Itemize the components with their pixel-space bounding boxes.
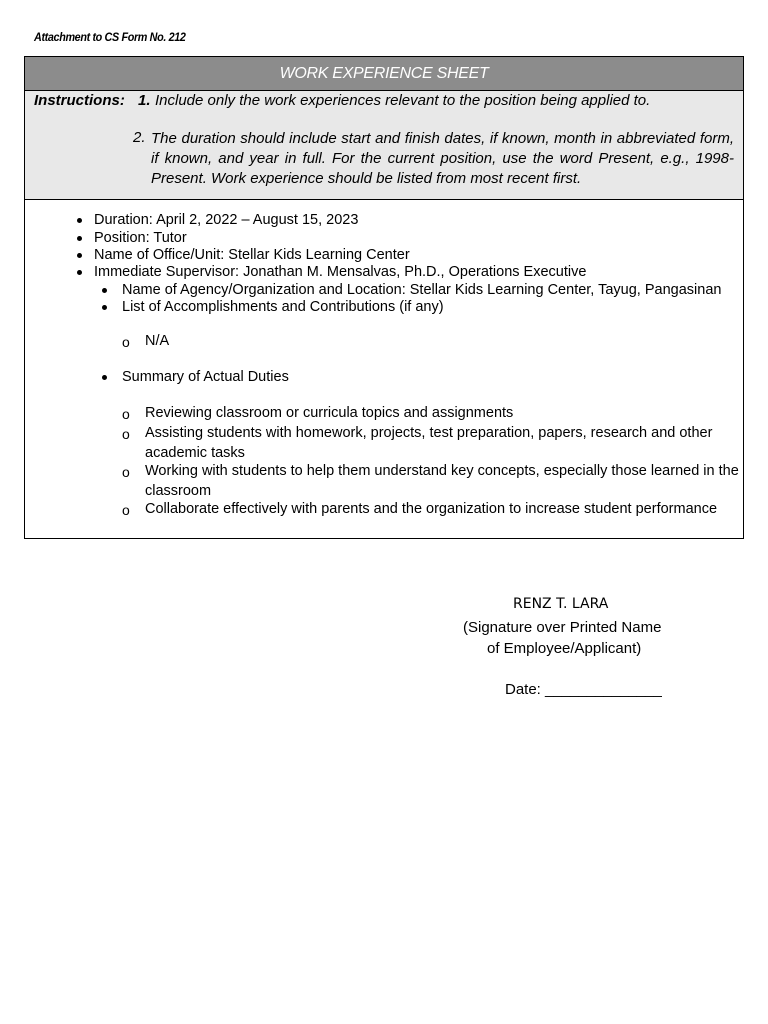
signature-caption-line1: (Signature over Printed Name	[463, 619, 662, 636]
duty-item: Assisting students with homework, projects, test preparation, papers, research and other	[145, 425, 713, 441]
bullet-icon	[77, 218, 82, 223]
instruction-1-text: Include only the work experiences relevant to the position being applied to.	[155, 92, 651, 109]
bullet-icon	[77, 270, 82, 275]
bullet-icon	[77, 236, 82, 241]
sub-bullet-icon: o	[122, 426, 130, 442]
duty-item-continued: classroom	[145, 483, 212, 499]
accomplishment-item: N/A	[145, 333, 170, 349]
agency-text: Name of Agency/Organization and Location: Stellar Kids Learning Center, Tayug, Pangasinan	[122, 282, 722, 298]
signatory-name: RENZ T. LARA	[513, 596, 609, 612]
instruction-2-text: The duration should include start and finish dates, if known, month in abbreviated form, if known, and year in full. For the current position, use the word Present, e.g., 1998-Present. Work experience should be listed from most recent first.	[151, 130, 734, 187]
sheet-title: WORK EXPERIENCE SHEET	[25, 57, 743, 91]
duty-item: Working with students to help them understand key concepts, especially those learned in the	[145, 463, 739, 479]
instruction-2-number: 2.	[133, 129, 146, 146]
sub-bullet-icon: o	[122, 334, 130, 350]
instructions-section	[25, 91, 743, 200]
duty-item: Reviewing classroom or curricula topics and assignments	[145, 405, 514, 421]
bullet-icon	[77, 253, 82, 258]
duration-text: Duration: April 2, 2022 – August 15, 2023	[94, 212, 359, 228]
sub-bullet-icon: o	[122, 464, 130, 480]
accomplishments-label: List of Accomplishments and Contributions (if any)	[122, 299, 444, 315]
position-text: Position: Tutor	[94, 230, 187, 246]
sub-bullet-icon: o	[122, 502, 130, 518]
instructions-label: Instructions:	[34, 92, 125, 109]
attachment-label: Attachment to CS Form No. 212	[34, 30, 186, 44]
bullet-icon	[102, 305, 107, 310]
bullet-icon	[102, 288, 107, 293]
bullet-icon	[102, 375, 107, 380]
office-text: Name of Office/Unit: Stellar Kids Learning Center	[94, 247, 410, 263]
date-field: Date: ______________	[505, 681, 662, 698]
instruction-1-number: 1.	[138, 92, 151, 109]
duties-label: Summary of Actual Duties	[122, 369, 289, 385]
supervisor-text: Immediate Supervisor: Jonathan M. Mensalvas, Ph.D., Operations Executive	[94, 264, 587, 280]
duty-item: Collaborate effectively with parents and the organization to increase student performance	[145, 501, 718, 517]
sub-bullet-icon: o	[122, 406, 130, 422]
signature-caption-line2: of Employee/Applicant)	[487, 640, 642, 657]
duty-item-continued: academic tasks	[145, 445, 245, 461]
